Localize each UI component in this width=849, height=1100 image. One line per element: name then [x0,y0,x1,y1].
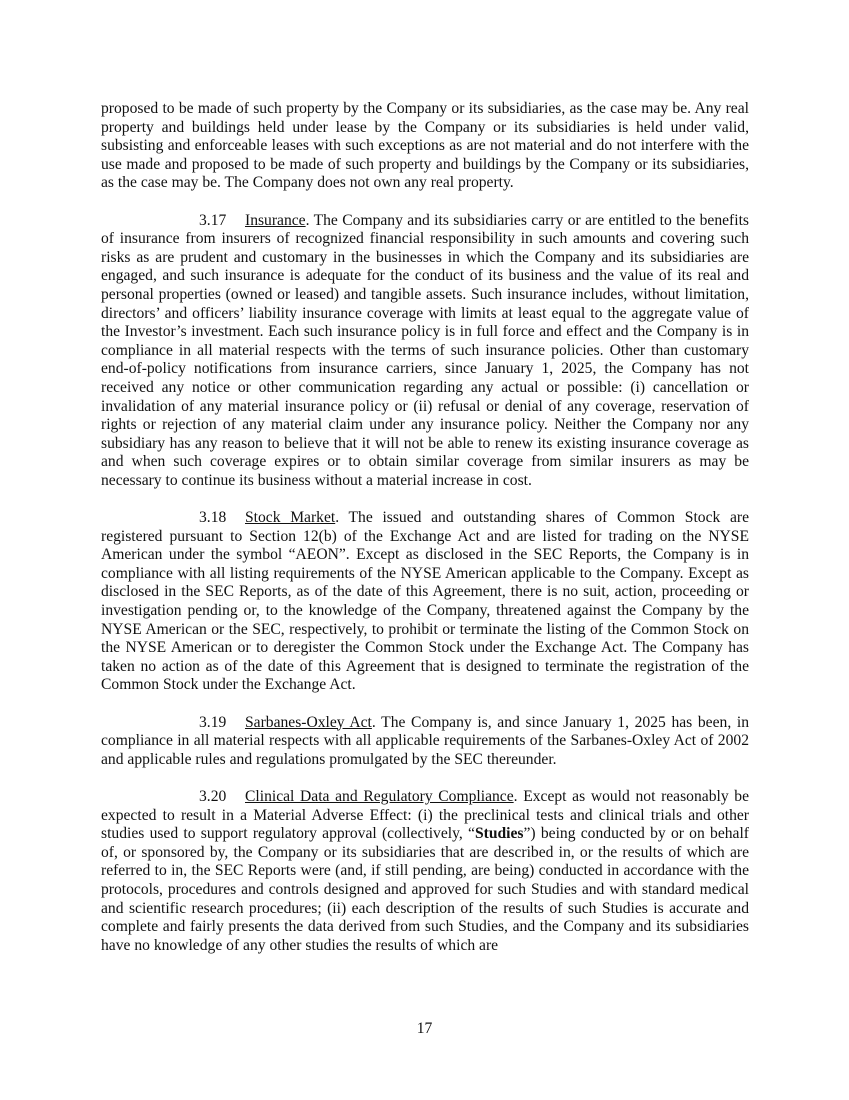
section-number: 3.17 [199,211,227,229]
section-heading: Sarbanes-Oxley Act [245,713,372,731]
defined-term: Studies [474,825,524,843]
section-text: . The issued and outstanding shares of Common Stock are registered pursuant to Section 12(b) of the Exchange Act and are listed for trading on the NYSE American under the symbol “AEON”. Except as disclosed in the SEC Reports, the Company is in compliance with all listing requirements of the NYSE American applicable to the Company. Except as disclosed in the SEC Reports, as of the date of this Agreement, there is no suit, action, proceeding or investigation pending or, to the knowledge of the Company, threatened against the Company by the NYSE American or the SEC, respectively, to prohibit or terminate the listing of the Common Stock on the NYSE American or to deregister the Common Stock under the Exchange Act. The Company has taken no action as of the date of this Agreement that is designed to terminate the registration of the Common Stock under the Exchange Act. [101,509,750,694]
section-heading: Clinical Data and Regulatory Compliance [245,787,514,805]
page-number: 17 [416,1020,433,1037]
section-number: 3.18 [199,509,227,527]
section-text-continued: ”) being conducted by or on behalf of, or sponsored by, the Company or its subsidiaries that are described in, or the results of which are referred to in, the SEC Reports were (and, if still pending, are being) conducted in accordance with the protocols, procedures and controls designed and approved for such Studies and with standard medical and scientific research procedures; (ii) each description of the results of such Studies is accurate and complete and fairly presents the data derived from such Studies, and the Company and its subsidiaries have no knowledge of any other studies the results of which are [101,825,749,954]
section-heading: Stock Market [245,509,336,527]
section-text: . The Company is, and since January 1, 2025 has been, in compliance in all material respects with all applicable requirements of the Sarbanes-Oxley Act of 2002 and applicable rules and regulations promulgated by the SEC thereunder. [101,713,749,768]
section-number: 3.20 [199,787,227,805]
section-3-18-stock-market [101,509,749,695]
paragraph-continuation: proposed to be made of such property by the Company or its subsidiaries, as the case may be. Any real property and buildings held under lease by the Company or its subsidiaries is held under valid, subsisting and enforceable leases with such exceptions as are not material and do not interfere with the use made and proposed to be made of such property and buildings by the Company or its subsidiaries, as the case may be. The Company does not own any real property. [101,100,749,192]
section-3-17-insurance [101,212,749,491]
section-text: . The Company and its subsidiaries carry or are entitled to the benefits of insurance from insurers of recognized financial responsibility in such amounts and covering such risks as are prudent and customary in the businesses in which the Company and its subsidiaries are engaged, and such insurance is adequate for the conduct of its business and the value of its real and personal properties (owned or leased) and tangible assets. Such insurance includes, without limitation, directors’ and officers’ liability insurance coverage with limits at least equal to the aggregate value of the Investor’s investment. Each such insurance policy is in full force and effect and the Company is in compliance in all material respects with the terms of such insurance policies. Other than customary end-of-policy notifications from insurance carriers, since January 1, 2025, the Company has not received any notice or other communication regarding any actual or possible: (i) cancellation or invalidation of any material insurance policy or (ii) refusal or denial of any coverage, reservation of rights or rejection of any material claim under any insurance policy. Neither the Company nor any subsidiary has any reason to believe that it will not be able to renew its existing insurance coverage as and when such coverage expires or to obtain similar coverage from similar insurers as may be necessary to continue its business without a material increase in cost. [101,211,749,489]
document-body [101,100,749,974]
section-3-20-clinical-data [101,788,749,955]
section-3-19-sarbanes-oxley [101,714,749,770]
section-heading: Insurance [245,211,306,229]
section-text: . Except as would not reasonably be expected to result in a Material Adverse Effect: (i) the preclinical tests and clinical trials and other studies used to support regulatory approval (collectively, “ [101,787,749,843]
section-number: 3.19 [199,713,227,731]
